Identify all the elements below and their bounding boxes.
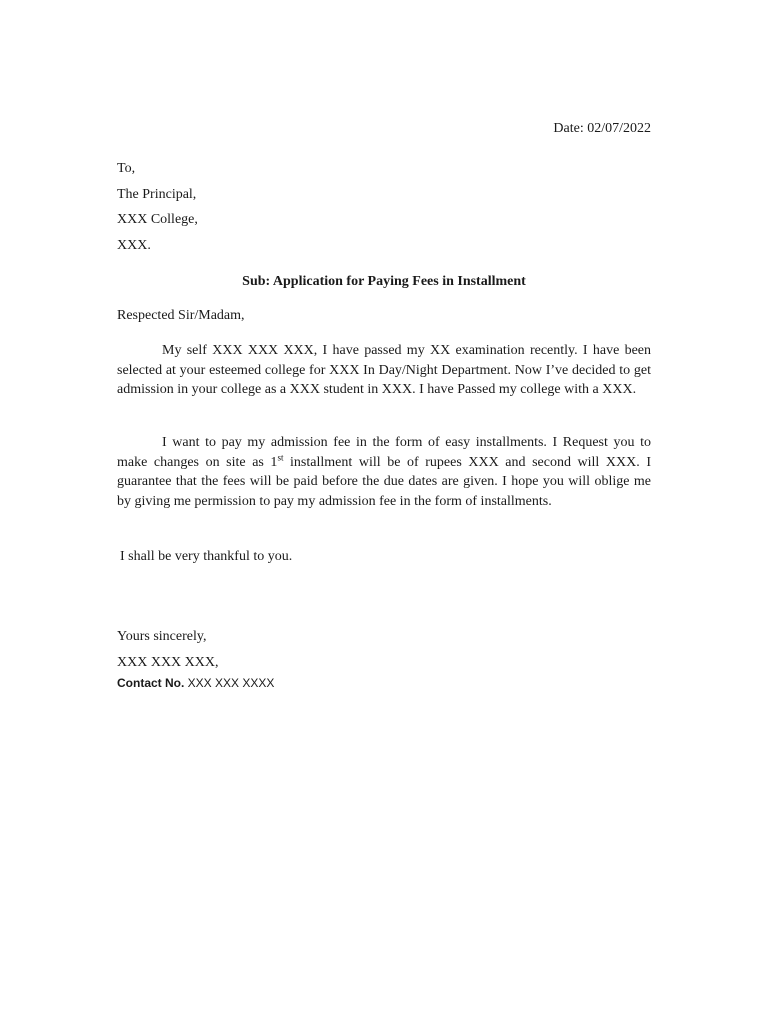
contact-label: Contact No. [117, 676, 185, 690]
body-paragraph-2 [117, 433, 651, 511]
address-line: XXX College, [117, 212, 198, 228]
letter-subject: Sub: Application for Paying Fees in Installment [242, 274, 526, 289]
closing-line: I shall be very thankful to you. [120, 549, 293, 564]
salutation: Respected Sir/Madam, [117, 308, 245, 323]
address-line: To, [117, 161, 136, 176]
address-line: XXX. [117, 238, 151, 254]
paragraph-2-part-1: I want to pay my admission fee in the form of easy installments. I Request you to make changes on site as 1 [117, 435, 651, 470]
contact-line [117, 676, 274, 690]
paragraph-2-part-2: installment will be of rupees XXX and second will XXX. I guarantee that the fees will be paid before the due dates are given. I hope you will oblige me by giving me permission to pay my admission fee in the form of installments. [117, 454, 651, 509]
signer-name: XXX XXX XXX, [117, 654, 219, 670]
signature-block [117, 624, 219, 675]
address-line: The Principal, [117, 186, 197, 202]
recipient-address [117, 156, 198, 259]
letter-date: Date: 02/07/2022 [553, 121, 651, 136]
signoff: Yours sincerely, [117, 629, 207, 644]
ordinal-superscript: st [277, 451, 284, 462]
body-paragraph-1: My self XXX XXX XXX, I have passed my XX examination recently. I have been selected at your esteemed college for XXX In Day/Night Department. Now I’ve decided to get admission in your college as a XXX student in XXX. I have Passed my college with a XXX. [117, 343, 651, 398]
contact-number: XXX XXX XXXX [184, 676, 275, 690]
